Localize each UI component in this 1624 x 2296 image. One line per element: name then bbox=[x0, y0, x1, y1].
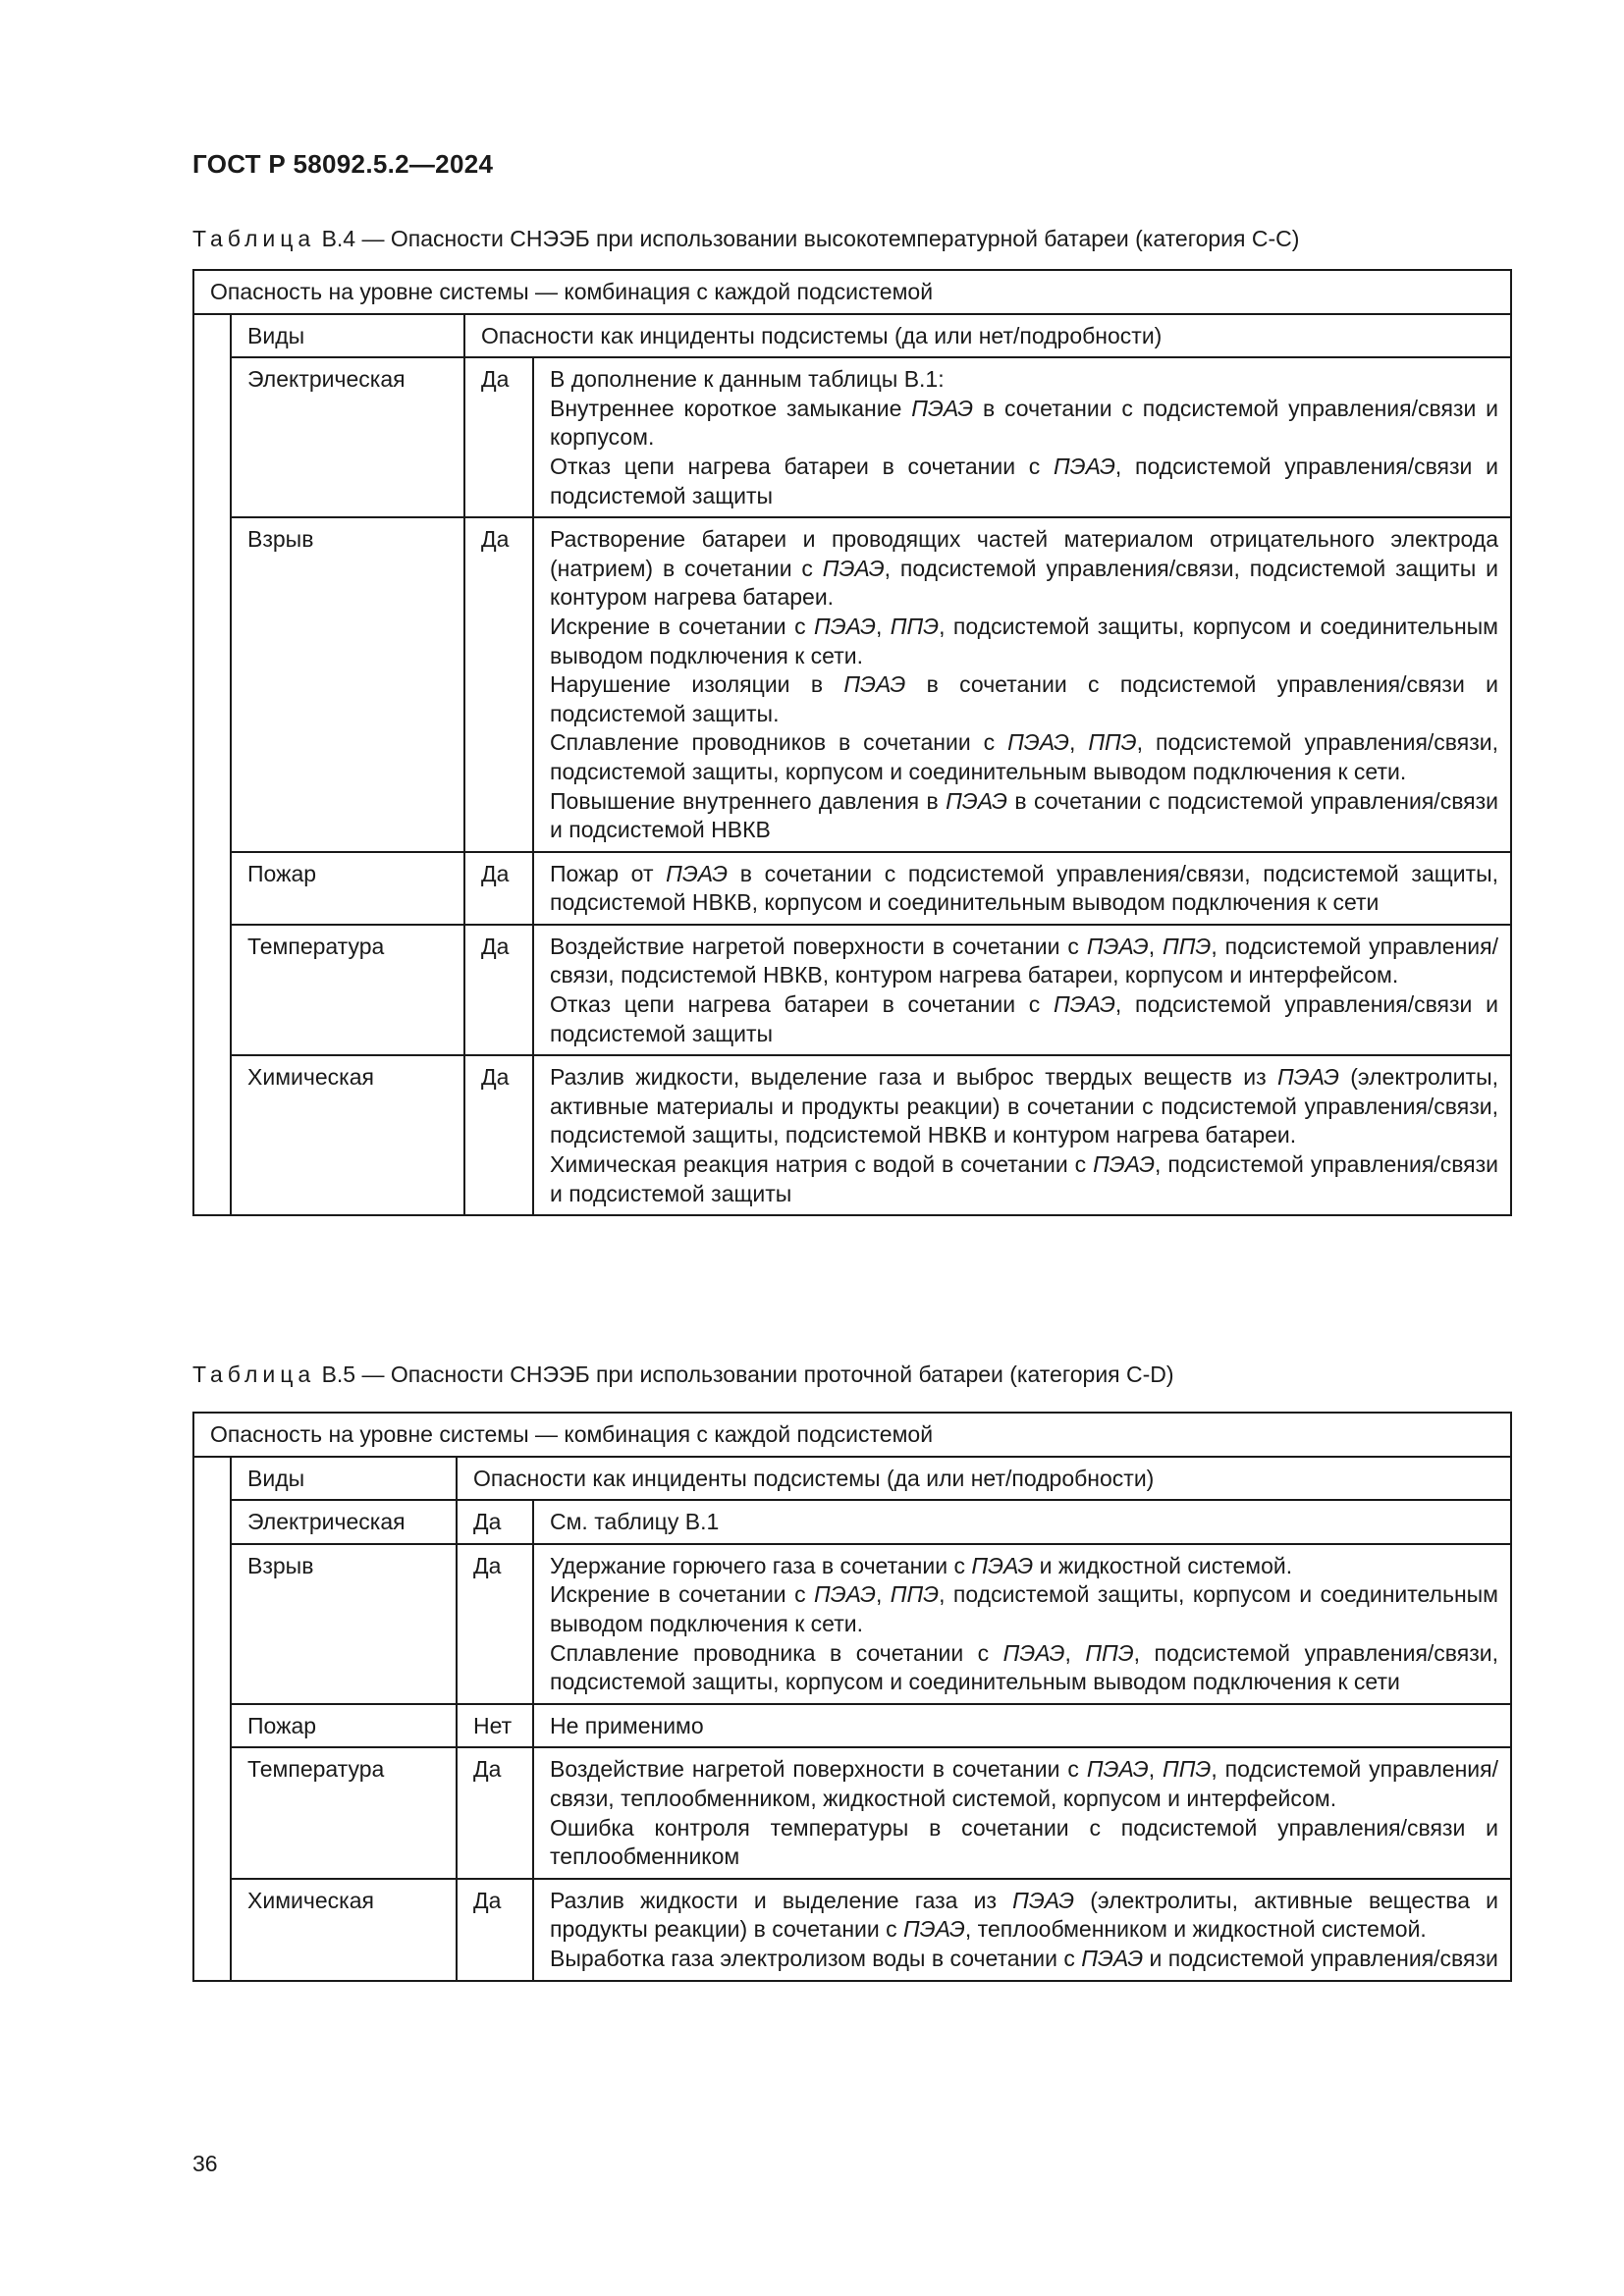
standard-designation: ГОСТ Р 58092.5.2—2024 bbox=[192, 149, 494, 179]
table-b4-span-header: Опасность на уровне системы — комбинация с каждой подсистемой bbox=[193, 270, 1511, 314]
hazard-detail-line: Воздействие нагретой поверхности в сочетании с ПЭАЭ, ППЭ, подсистемой управления/связи, подсистемой НВКВ, контуром нагрева батареи, корпусом и интерфейсом. bbox=[550, 933, 1498, 988]
yes-no-cell: Да bbox=[464, 852, 533, 925]
hazard-kind-cell: Взрыв bbox=[231, 517, 464, 852]
table-b4-column-header-row bbox=[193, 314, 1511, 358]
yes-no-cell: Да bbox=[457, 1500, 533, 1544]
hazard-detail-line: Удержание горючего газа в сочетании с ПЭАЭ и жидкостной системой. bbox=[550, 1552, 1293, 1578]
hazard-detail-line: Нарушение изоляции в ПЭАЭ в сочетании с подсистемой управления/связи и подсистемой защиты. bbox=[550, 671, 1498, 726]
hazard-details-cell bbox=[533, 1544, 1511, 1704]
hazard-kind-cell: Электрическая bbox=[231, 357, 464, 517]
hazard-detail-line: Не применимо bbox=[550, 1712, 704, 1738]
hazard-detail-line: Выработка газа электролизом воды в сочетании с ПЭАЭ и подсистемой управления/связи bbox=[550, 1945, 1498, 1971]
yes-no-cell: Да bbox=[457, 1747, 533, 1878]
table-b4 bbox=[192, 269, 1512, 1216]
table-b4-indent-gutter bbox=[193, 314, 231, 1216]
table-b4-col-kinds: Виды bbox=[231, 314, 464, 358]
table-row bbox=[193, 1879, 1511, 1981]
hazard-detail-line: Растворение батареи и проводящих частей материалом отрицательного электрода (натрием) в сочетании с ПЭАЭ, подсистемой управления/связи, подсистемой защиты и контуром нагрева батареи. bbox=[550, 526, 1498, 611]
table-b5-span-header-row bbox=[193, 1413, 1511, 1457]
hazard-kind-cell: Пожар bbox=[231, 1704, 457, 1748]
table-row bbox=[193, 1704, 1511, 1748]
hazard-kind-cell: Температура bbox=[231, 1747, 457, 1878]
table-b5 bbox=[192, 1412, 1512, 1982]
yes-no-cell: Да bbox=[464, 1055, 533, 1215]
hazard-detail-line: См. таблицу В.1 bbox=[550, 1509, 720, 1535]
table-b5-col-hazards: Опасности как инциденты подсистемы (да или нет/подробности) bbox=[457, 1457, 1511, 1501]
hazard-details-cell bbox=[533, 357, 1511, 517]
hazard-kind-cell: Электрическая bbox=[231, 1500, 457, 1544]
table-row bbox=[193, 925, 1511, 1055]
table-row bbox=[193, 517, 1511, 852]
table-b5-indent-gutter bbox=[193, 1457, 231, 1981]
hazard-detail-line: Внутреннее короткое замыкание ПЭАЭ в сочетании с подсистемой управления/связи и корпусом. bbox=[550, 395, 1498, 451]
hazard-kind-cell: Химическая bbox=[231, 1879, 457, 1981]
hazard-detail-line: Воздействие нагретой поверхности в сочетании с ПЭАЭ, ППЭ, подсистемой управления/связи, теплообменником, жидкостной системой, корпусом и интерфейсом. bbox=[550, 1756, 1498, 1811]
table-row bbox=[193, 1747, 1511, 1878]
table-b5-span-header: Опасность на уровне системы — комбинация с каждой подсистемой bbox=[193, 1413, 1511, 1457]
hazard-details-cell bbox=[533, 1747, 1511, 1878]
table-row bbox=[193, 1544, 1511, 1704]
hazard-kind-cell: Химическая bbox=[231, 1055, 464, 1215]
hazard-details-cell bbox=[533, 1704, 1511, 1748]
hazard-detail-line: В дополнение к данным таблицы В.1: bbox=[550, 366, 945, 393]
hazard-kind-cell: Пожар bbox=[231, 852, 464, 925]
hazard-detail-line: Разлив жидкости, выделение газа и выброс твердых веществ из ПЭАЭ (электролиты, активные материалы и продукты реакции) в сочетании с подсистемой управления/связи, подсистемой защиты, подсистемой НВКВ и контуром нагрева батареи. bbox=[550, 1064, 1498, 1148]
hazard-detail-line: Искрение в сочетании с ПЭАЭ, ППЭ, подсистемой защиты, корпусом и соединительным выводом подключения к сети. bbox=[550, 613, 1498, 668]
hazard-details-cell bbox=[533, 517, 1511, 852]
hazard-details-cell bbox=[533, 1879, 1511, 1981]
table-row bbox=[193, 1500, 1511, 1544]
hazard-detail-line: Искрение в сочетании с ПЭАЭ, ППЭ, подсистемой защиты, корпусом и соединительным выводом подключения к сети. bbox=[550, 1581, 1498, 1636]
page-number: 36 bbox=[192, 2151, 218, 2176]
hazard-details-cell bbox=[533, 1055, 1511, 1215]
hazard-detail-line: Повышение внутреннего давления в ПЭАЭ в сочетании с подсистемой управления/связи и подсистемой НВКВ bbox=[550, 787, 1498, 843]
yes-no-cell: Нет bbox=[457, 1704, 533, 1748]
table-b4-caption-prefix: Таблица bbox=[192, 226, 316, 251]
hazard-detail-line: Отказ цепи нагрева батареи в сочетании с ПЭАЭ, подсистемой управления/связи и подсистемой защиты bbox=[550, 453, 1498, 508]
table-b4-caption bbox=[192, 224, 1299, 253]
hazard-detail-line: Отказ цепи нагрева батареи в сочетании с ПЭАЭ, подсистемой управления/связи и подсистемой защиты bbox=[550, 991, 1498, 1046]
yes-no-cell: Да bbox=[457, 1879, 533, 1981]
yes-no-cell: Да bbox=[464, 517, 533, 852]
table-row bbox=[193, 1055, 1511, 1215]
table-b4-span-header-row bbox=[193, 270, 1511, 314]
hazard-detail-line: Разлив жидкости и выделение газа из ПЭАЭ (электролиты, активные вещества и продукты реакции) в сочетании с ПЭАЭ, теплообменником и жидкостной системой. bbox=[550, 1887, 1498, 1943]
yes-no-cell: Да bbox=[464, 925, 533, 1055]
table-b4-caption-text: В.4 — Опасности СНЭЭБ при использовании высокотемпературной батареи (категория С-С) bbox=[321, 226, 1300, 251]
hazard-detail-line: Сплавление проводника в сочетании с ПЭАЭ, ППЭ, подсистемой управления/связи, подсистемой защиты, корпусом и соединительным выводом подключения к сети bbox=[550, 1639, 1499, 1695]
hazard-details-cell bbox=[533, 852, 1511, 925]
table-b5-col-kinds: Виды bbox=[231, 1457, 457, 1501]
hazard-detail-line: Пожар от ПЭАЭ в сочетании с подсистемой управления/связи, подсистемой защиты, подсистемой НВКВ, корпусом и соединительным выводом подключения к сети bbox=[550, 860, 1498, 916]
table-b5-caption-text: В.5 — Опасности СНЭЭБ при использовании проточной батареи (категория С-D) bbox=[321, 1362, 1174, 1387]
hazard-details-cell bbox=[533, 1500, 1511, 1544]
yes-no-cell: Да bbox=[457, 1544, 533, 1704]
table-b4-col-hazards: Опасности как инциденты подсистемы (да или нет/подробности) bbox=[464, 314, 1511, 358]
hazard-detail-line: Ошибка контроля температуры в сочетании с подсистемой управления/связи и теплообменником bbox=[550, 1814, 1498, 1870]
hazard-kind-cell: Взрыв bbox=[231, 1544, 457, 1704]
yes-no-cell: Да bbox=[464, 357, 533, 517]
table-row bbox=[193, 852, 1511, 925]
table-b5-column-header-row bbox=[193, 1457, 1511, 1501]
table-b5-caption-prefix: Таблица bbox=[192, 1362, 316, 1387]
table-b5-caption bbox=[192, 1360, 1174, 1389]
hazard-detail-line: Химическая реакция натрия с водой в сочетании с ПЭАЭ, подсистемой управления/связи и подсистемой защиты bbox=[550, 1151, 1498, 1206]
hazard-detail-line: Сплавление проводников в сочетании с ПЭАЭ, ППЭ, подсистемой управления/связи, подсистемой защиты, корпусом и соединительным выводом подключения к сети. bbox=[550, 729, 1498, 784]
table-row bbox=[193, 357, 1511, 517]
hazard-kind-cell: Температура bbox=[231, 925, 464, 1055]
hazard-details-cell bbox=[533, 925, 1511, 1055]
